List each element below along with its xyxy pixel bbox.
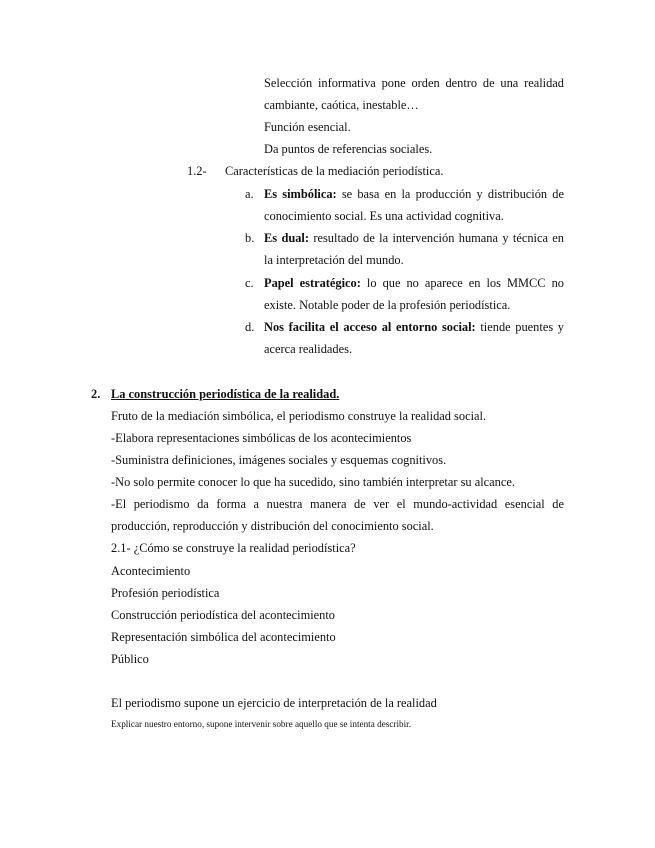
paragraph-line: -Suministra definiciones, imágenes sociales y esquemas cognitivos.	[111, 453, 447, 467]
section-title: Características de la mediación periodística.	[225, 164, 444, 178]
list-item: Público	[111, 652, 149, 666]
list-item-text: lo que no aparece en los MMCC no	[360, 276, 564, 290]
list-item: Profesión periodística	[111, 586, 220, 600]
list-item-term: Es dual:	[264, 231, 309, 245]
section-number: 1.2-	[187, 164, 207, 178]
list-item	[264, 231, 564, 246]
list-item-term: Papel estratégico:	[264, 276, 361, 290]
list-item-text: tiende puentes y	[475, 320, 564, 334]
paragraph-line: Fruto de la mediación simbólica, el periodismo construye la realidad social.	[111, 409, 487, 423]
list-item-term: Nos facilita el acceso al entorno social:	[264, 320, 476, 334]
list-marker: d.	[245, 320, 255, 334]
list-item: Representación simbólica del acontecimiento	[111, 630, 336, 644]
footnote-text: Explicar nuestro entorno, supone intervenir sobre aquello que se intenta describir.	[111, 719, 412, 729]
list-item-text: resultado de la intervención humana y técnica en	[309, 231, 564, 245]
paragraph-line: -No solo permite conocer lo que ha sucedido, sino también interpretar su alcance.	[111, 475, 515, 489]
list-item-text: se basa en la producción y distribución de	[336, 187, 564, 201]
section-number: 2.	[91, 387, 101, 401]
paragraph-line: -El periodismo da forma a nuestra manera de ver el mundo-actividad esencial de	[111, 497, 564, 511]
subsection-question: 2.1- ¿Cómo se construye la realidad periodística?	[111, 541, 356, 555]
list-marker: a.	[245, 187, 254, 201]
list-item-continuation: existe. Notable poder de la profesión periodística.	[264, 298, 511, 312]
list-item-continuation: conocimiento social. Es una actividad cognitiva.	[264, 209, 504, 223]
paragraph-line: -Elabora representaciones simbólicas de los acontecimientos	[111, 431, 412, 445]
list-item	[264, 320, 564, 335]
paragraph-line: Función esencial.	[264, 120, 351, 134]
list-item-continuation: acerca realidades.	[264, 342, 353, 356]
list-item	[264, 276, 564, 291]
list-item	[264, 187, 564, 202]
list-item: Construcción periodística del acontecimiento	[111, 608, 335, 622]
paragraph-line: Da puntos de referencias sociales.	[264, 142, 433, 156]
list-marker: c.	[245, 276, 254, 290]
list-item-term: Es simbólica:	[264, 187, 337, 201]
paragraph-line: Selección informativa pone orden dentro de una realidad	[264, 76, 564, 90]
closing-sentence: El periodismo supone un ejercicio de interpretación de la realidad	[111, 696, 437, 710]
paragraph-line: producción, reproducción y distribución del conocimiento social.	[111, 519, 434, 533]
paragraph-line: cambiante, caótica, inestable…	[264, 98, 419, 112]
list-item-continuation: la interpretación del mundo.	[264, 253, 404, 267]
section-title: La construcción periodística de la realidad.	[111, 387, 340, 401]
list-item: Acontecimiento	[111, 564, 191, 578]
list-marker: b.	[245, 231, 255, 245]
